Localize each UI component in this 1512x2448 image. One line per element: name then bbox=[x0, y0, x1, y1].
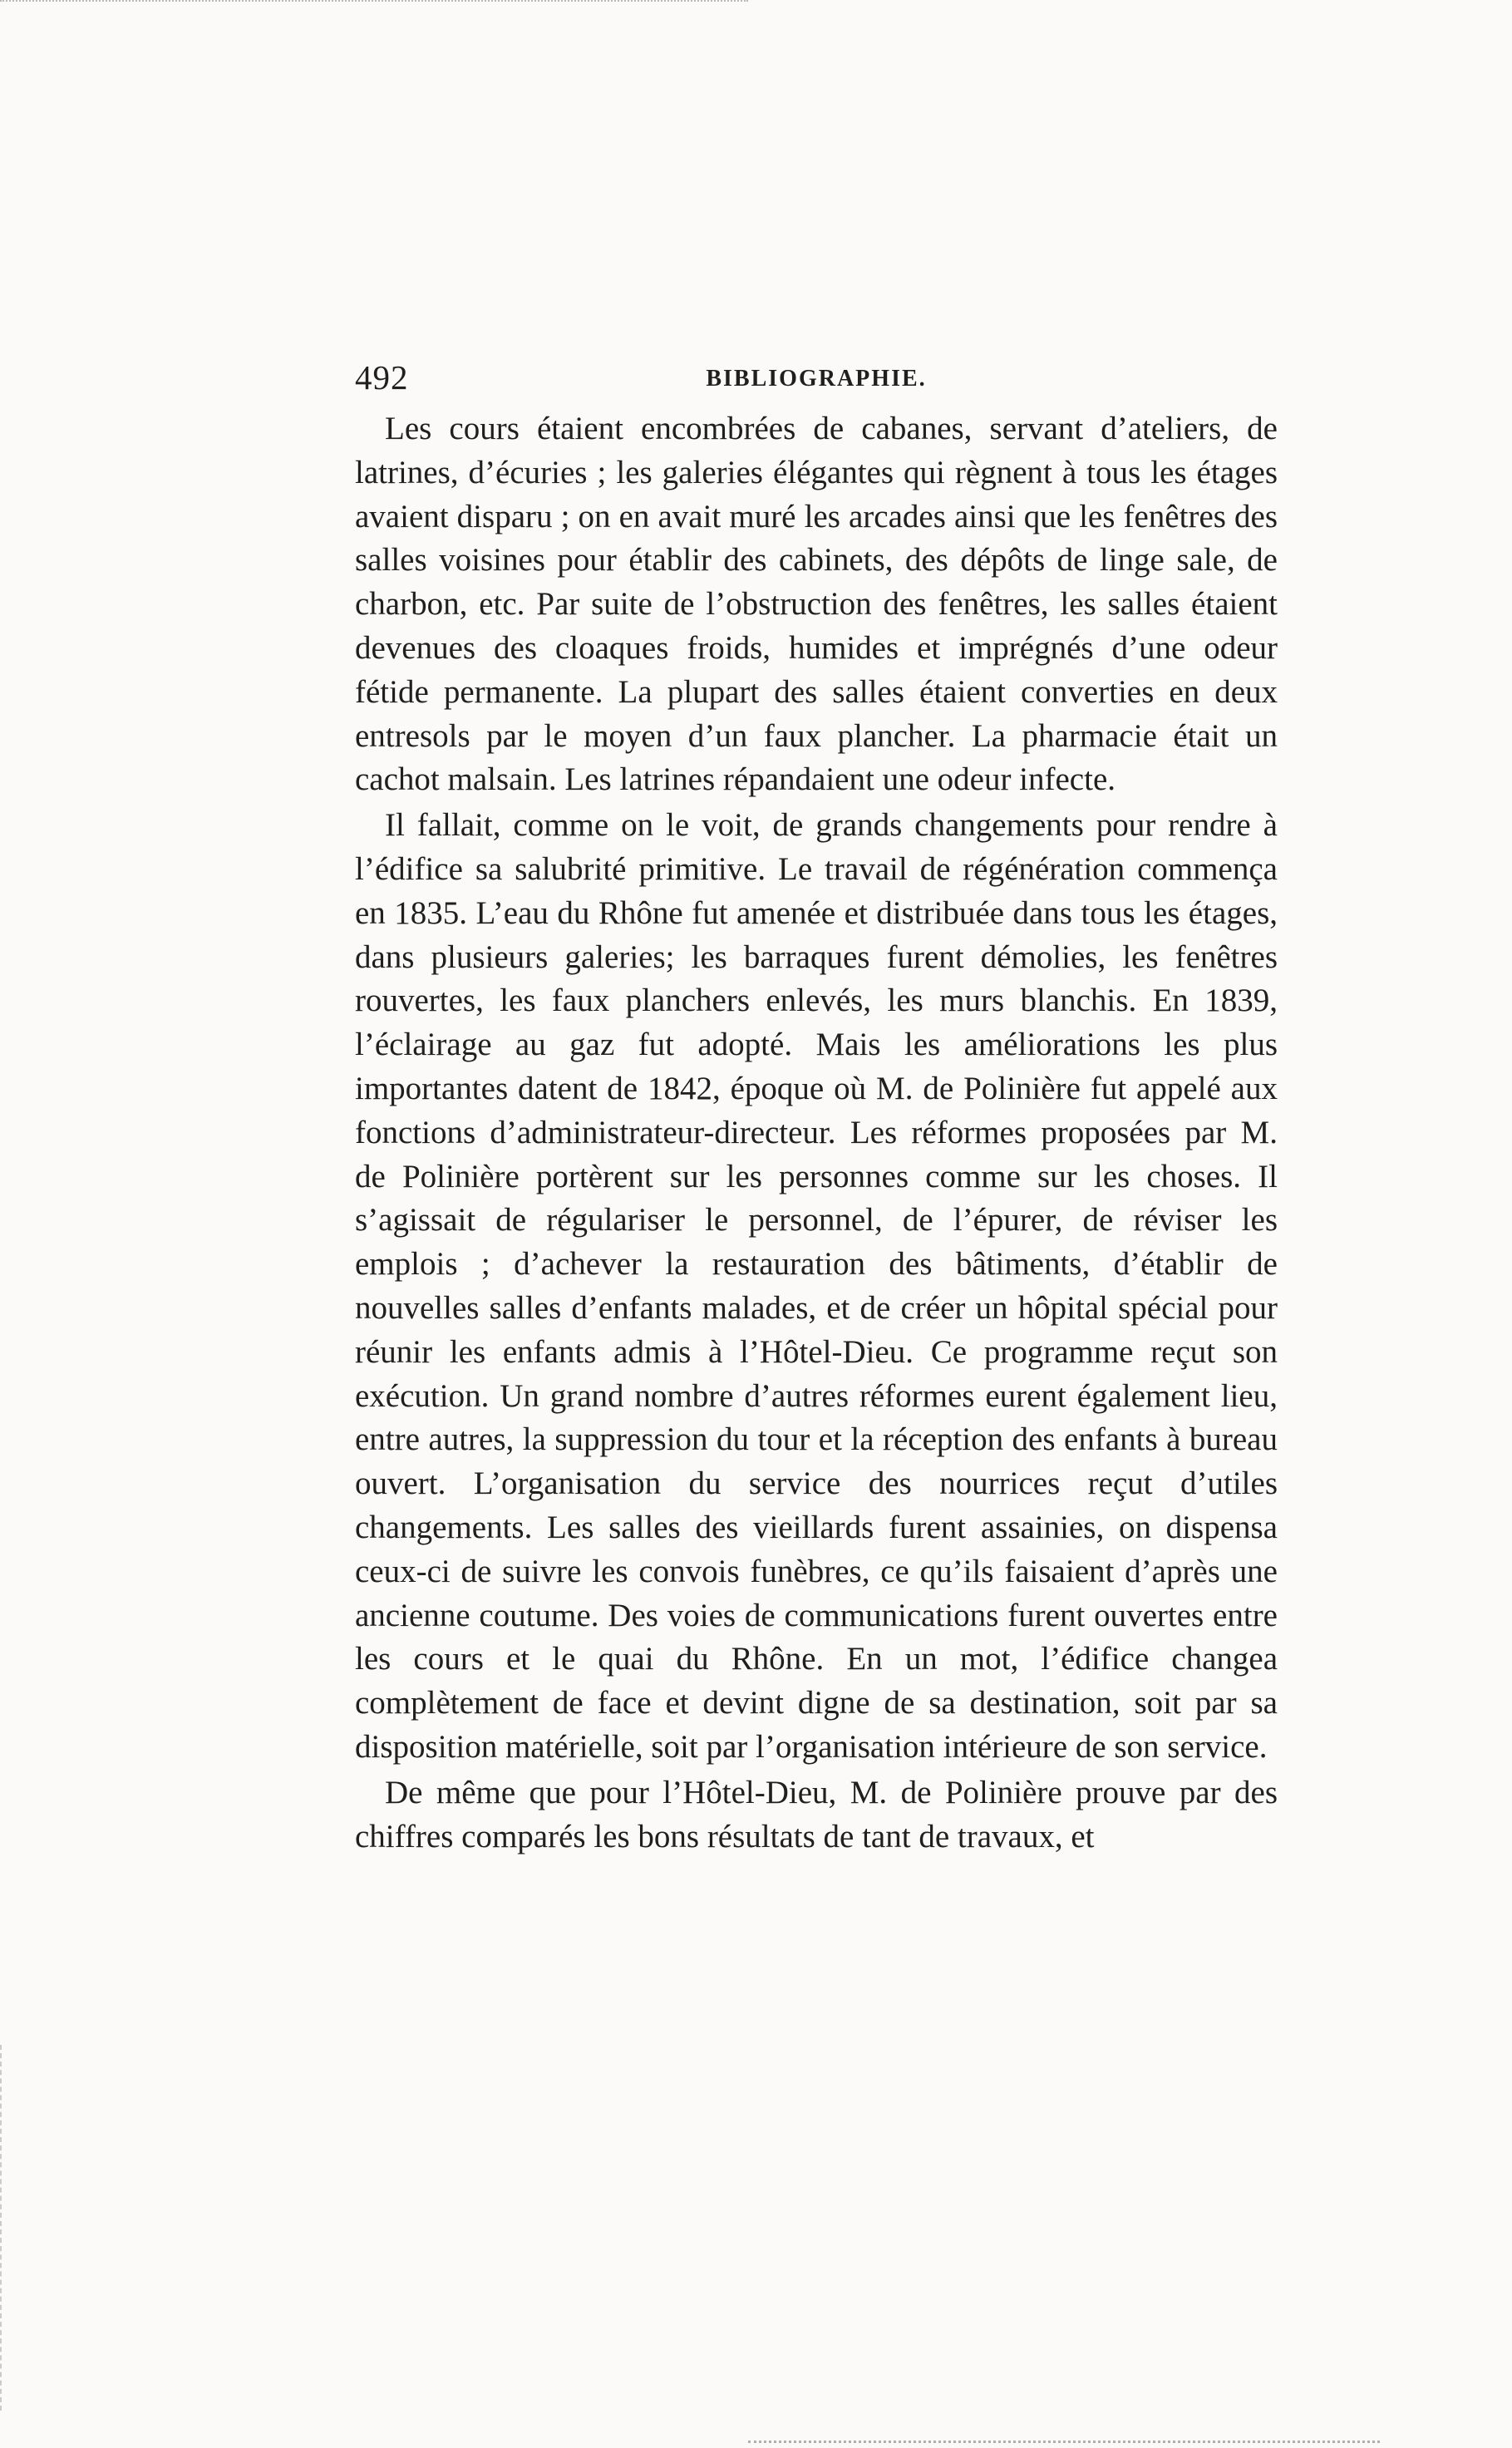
running-head: BIBLIOGRAPHIE. bbox=[706, 366, 927, 392]
page-header bbox=[355, 357, 1278, 402]
paragraph: Il fallait, comme on le voit, de grands changements pour rendre à l’édifice sa salubrité primitive. Le travail de régénération commença en 1835. L’eau du Rhône fut amenée et distribuée dans tous les étages, dans plusieurs galeries; les barraques furent démolies, les fenêtres rouvertes, les faux planchers enlevés, les murs blanchis. En 1839, l’éclairage au gaz fut adopté. Mais les améliorations les plus importantes datent de 1842, époque où M. de Polinière fut appelé aux fonctions d’administrateur-directeur. Les réformes proposées par M. de Polinière portèrent sur les personnes comme sur les choses. Il s’agissait de régulariser le personnel, de l’épurer, de réviser les emplois ; d’achever la restauration des bâtiments, d’établir de nouvelles salles d’enfants malades, et de créer un hôpital spécial pour réunir les enfants admis à l’Hôtel-Dieu. Ce programme reçut son exécution. Un grand nombre d’autres réformes eurent également lieu, entre autres, la suppression du tour et la réception des enfants à bureau ouvert. L’organisation du service des nourrices reçut d’utiles changements. Les salles des vieillards furent assainies, on dispensa ceux-ci de suivre les convois funèbres, ce qu’ils faisaient d’après une ancienne coutume. Des voies de communications furent ouvertes entre les cours et le quai du Rhône. En un mot, l’édifice changea complètement de face et devint digne de sa destination, soit par sa disposition matérielle, soit par l’organisation intérieure de son service. bbox=[355, 807, 1278, 1765]
top-edge-scan-mark bbox=[0, 0, 748, 7]
paragraph: Les cours étaient encombrées de cabanes, servant d’ateliers, de latrines, d’écuries ; les galeries élégantes qui règnent à tous les étages avaient disparu ; on en avait muré les arcades ainsi que les fenêtres des salles voisines pour établir des cabinets, des dépôts de linge sale, de charbon, etc. Par suite de l’obstruction des fenêtres, les salles étaient devenues des cloaques froids, humides et imprégnés d’une odeur fétide permanente. La plupart des salles étaient converties en deux entresols par le moyen d’un faux plancher. La pharmacie était un cachot malsain. Les latrines répandaient une odeur infecte. bbox=[355, 411, 1278, 798]
bottom-edge-scan-mark bbox=[748, 2437, 1380, 2443]
paragraph: De même que pour l’Hôtel-Dieu, M. de Polinière prouve par des chiffres comparés les bons résultats de tant de travaux, et bbox=[355, 1774, 1278, 1854]
book-page bbox=[355, 357, 1278, 1859]
left-edge-scan-mark bbox=[0, 2045, 4, 2411]
body-text bbox=[355, 407, 1278, 1859]
page-number: 492 bbox=[355, 358, 409, 397]
